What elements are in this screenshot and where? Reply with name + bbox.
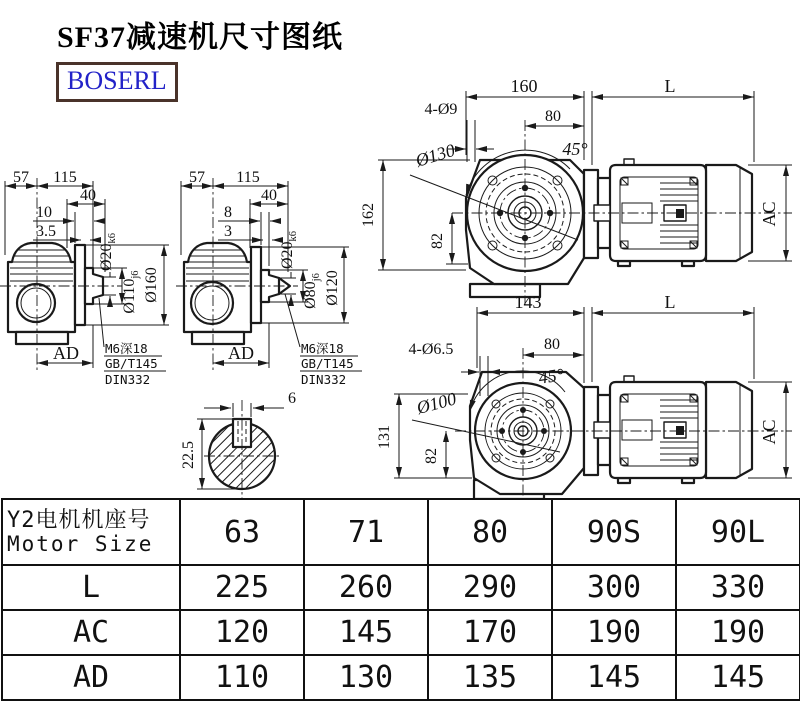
cell-value: 130: [304, 655, 428, 700]
cell-value: 330: [676, 565, 800, 610]
dim-10: 10: [36, 204, 52, 221]
dim-162: 162: [360, 203, 377, 227]
dim-angle: 45°: [537, 364, 566, 388]
size-column-90l: 90L: [676, 499, 800, 565]
dim-40: 40: [261, 187, 277, 204]
dim-L: L: [664, 292, 676, 312]
dim-40: 40: [80, 187, 96, 204]
dim-80: 80: [545, 108, 561, 125]
row-label: L: [2, 565, 180, 610]
size-column-90s: 90S: [552, 499, 676, 565]
cell-value: 110: [180, 655, 304, 700]
dim-spigot-dia: $Ø110_{j6}$: [121, 270, 141, 314]
dim-angle: 45°: [562, 139, 588, 159]
dim-shaft-dia: $Ø20_{k6}$: [279, 230, 299, 270]
cell-value: 145: [552, 655, 676, 700]
motor-size-label-cn: Y2电机机座号: [7, 508, 151, 534]
dim-key-depth: 22.5: [180, 441, 197, 469]
view-side-2: [176, 169, 362, 387]
dim-bolt-circle: Ø130: [413, 139, 458, 171]
dim-80: 80: [544, 336, 560, 353]
motor-size-header: [2, 499, 180, 565]
dim-57: 57: [189, 169, 205, 186]
cell-value: 170: [428, 610, 552, 655]
cell-value: 145: [304, 610, 428, 655]
dim-ac: AC: [759, 201, 779, 227]
view-front-2: [376, 292, 792, 500]
cell-value: 190: [676, 610, 800, 655]
input-bore: [17, 284, 55, 322]
size-column-71: 71: [304, 499, 428, 565]
dim-82: 82: [423, 448, 440, 464]
dim-160: 160: [510, 76, 538, 96]
dim-bolt-circle: Ø100: [414, 388, 459, 419]
dim-spigot-dia: $Ø80_{j6}$: [302, 273, 322, 309]
note-standard: GB/T145: [105, 356, 158, 371]
motor: [594, 376, 752, 483]
table-row-AC: [2, 610, 800, 655]
cell-value: 145: [676, 655, 800, 700]
dim-ad: AD: [228, 343, 254, 363]
dim-L: L: [664, 76, 676, 96]
dim-8: 8: [224, 204, 232, 221]
dim-57: 57: [13, 169, 29, 186]
dim-115: 115: [236, 169, 260, 186]
note-standard: GB/T145: [301, 356, 354, 371]
note-din: DIN332: [105, 372, 151, 387]
dim-3-5: 3.5: [36, 223, 56, 240]
size-column-80: 80: [428, 499, 552, 565]
cell-value: 190: [552, 610, 676, 655]
size-column-63: 63: [180, 499, 304, 565]
dim-flange-dia: Ø120: [324, 270, 341, 306]
dim-ad: AD: [53, 343, 79, 363]
output-flange: [251, 247, 261, 323]
dim-115: 115: [53, 169, 77, 186]
cell-value: 300: [552, 565, 676, 610]
dim-key-width: 6: [288, 390, 296, 407]
shaft-section-view: [180, 390, 296, 498]
table-header-row: [2, 499, 800, 565]
motor-size-label-en: Motor Size: [7, 531, 154, 556]
dim-holes: 4-Ø6.5: [408, 341, 454, 358]
dim-82: 82: [429, 233, 446, 249]
dim-143: 143: [514, 292, 542, 312]
motor: [594, 159, 752, 266]
row-label: AD: [2, 655, 180, 700]
dim-flange-dia: Ø160: [143, 267, 160, 303]
cell-value: 120: [180, 610, 304, 655]
cell-value: 225: [180, 565, 304, 610]
cell-value: 135: [428, 655, 552, 700]
output-flange: [75, 245, 85, 325]
dim-131: 131: [376, 425, 393, 449]
row-label: AC: [2, 610, 180, 655]
note-tap: M6深18: [301, 341, 344, 356]
view-front-1: [360, 76, 792, 305]
view-side-1: [0, 169, 169, 387]
dim-ac: AC: [759, 419, 779, 445]
input-bore: [191, 282, 233, 324]
cell-value: 260: [304, 565, 428, 610]
dimension-table: [1, 498, 799, 701]
table-row-AD: [2, 655, 800, 700]
dim-holes: 4-Ø9: [424, 101, 458, 118]
dim-shaft-dia: $Ø20_{k6}$: [98, 232, 118, 272]
note-tap: M6深18: [105, 341, 148, 356]
note-din: DIN332: [301, 372, 347, 387]
table-row-L: [2, 565, 800, 610]
cell-value: 290: [428, 565, 552, 610]
dim-3: 3: [224, 223, 232, 240]
page-title: SF37减速机尺寸图纸: [57, 21, 344, 54]
brand-logo: BOSERL: [56, 62, 178, 102]
